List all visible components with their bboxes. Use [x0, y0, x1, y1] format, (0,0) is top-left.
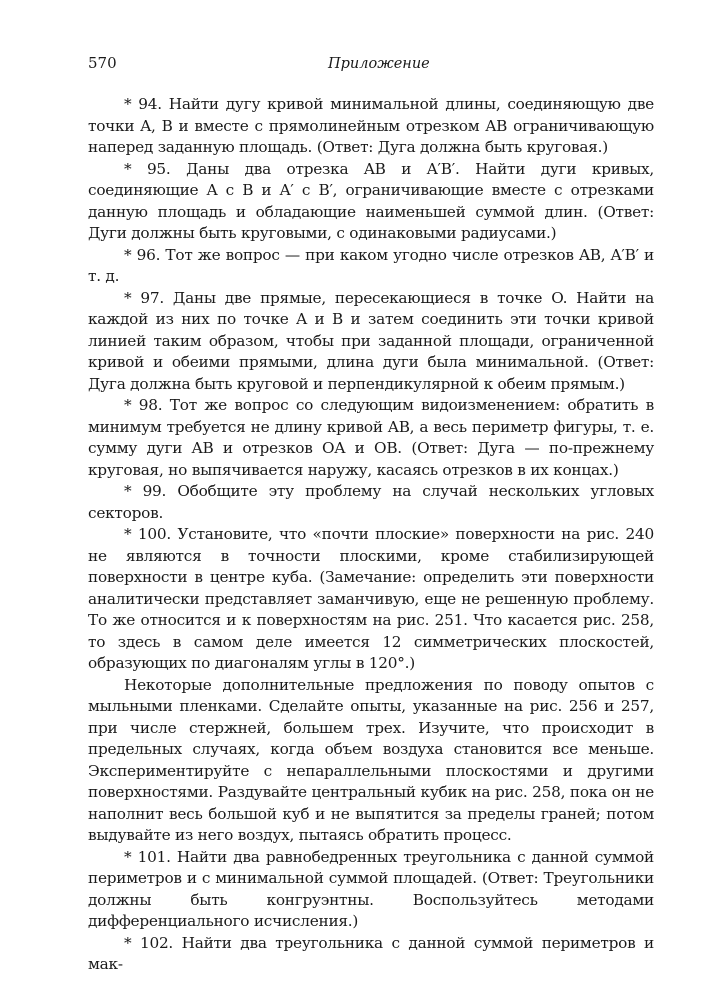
problem-94: * 94. Найти дугу кривой минимальной длины, соединяющую две точки A, B и вместе с прямолинейным отрезком AB ограничивающую наперед заданную площадь. (Ответ: Дуга должна быть круговая.) [88, 95, 654, 156]
problem-95: * 95. Даны два отрезка AB и A′B′. Найти дуги кривых, соединяющие A с B и A′ с B′, ограничивающие вместе с отрезками данную площадь и обладающие наименьшей суммой длин. (Ответ: Дуги должны быть круговыми, с одинаковыми радиусами.) [88, 159, 654, 242]
problem-99: * 99. Обобщите эту проблему на случай нескольких угловых секторов. [88, 482, 654, 522]
problem-101: * 101. Найти два равнобедренных треугольника с данной суммой периметров и с минимальной суммой площадей. (Ответ: Треугольники должны быть конгруэнтны. Воспользуйтесь методами дифференциального исчисления.) [88, 847, 654, 930]
running-title: Приложение [328, 56, 430, 72]
page-header [88, 50, 654, 78]
book-page [88, 50, 654, 976]
body-text [88, 94, 654, 976]
page-number: 570 [88, 54, 117, 72]
problem-96: * 96. Тот же вопрос — при каком угодно числе отрезков AB, A′B′ и т. д. [88, 245, 654, 285]
problem-98: * 98. Тот же вопрос со следующим видоизменением: обратить в минимум требуется не длину кривой AB, а весь периметр фигуры, т. е. сумму дуги AB и отрезков OA и OB. (Ответ: Дуга — по-прежнему круговая, но выпячивается наружу, касаясь отрезков в их концах.) [88, 396, 654, 479]
problem-97: * 97. Даны две прямые, пересекающиеся в точке O. Найти на каждой из них по точке A и B и затем соединить эти точки кривой линией таким образом, чтобы при заданной площади, ограниченной кривой и обеими прямыми, длина дуги была минимальной. (Ответ: Дуга должна быть круговой и перпендикулярной к обеим прямым.) [88, 288, 654, 393]
problem-102: * 102. Найти два треугольника с данной суммой периметров и мак- [88, 933, 654, 973]
soap-film-suggestions: Некоторые дополнительные предложения по поводу опытов с мыльными пленками. Сделайте опыты, указанные на рис. 256 и 257, при числе стержней, большем трех. Изучите, что происходит в предельных случаях, когда объем воздуха становится все меньше. Экспериментируйте с непараллельными плоскостями и другими поверхностями. Раздувайте центральный кубик на рис. 258, пока он не наполнит весь большой куб и не выпятится за пределы граней; потом выдувайте из него воздух, пытаясь обратить процесс. [88, 675, 654, 844]
problem-100: * 100. Установите, что «почти плоские» поверхности на рис. 240 не являются в точности плоскими, кроме стабилизирующей поверхности в центре куба. (Замечание: определить эти поверхности аналитически представляет заманчивую, еще не решенную проблему. То же относится и к поверхностям на рис. 251. Что касается рис. 258, то здесь в самом деле имеется 12 симметрических плоскостей, образующих по диагоналям углы в 120°.) [88, 525, 654, 672]
